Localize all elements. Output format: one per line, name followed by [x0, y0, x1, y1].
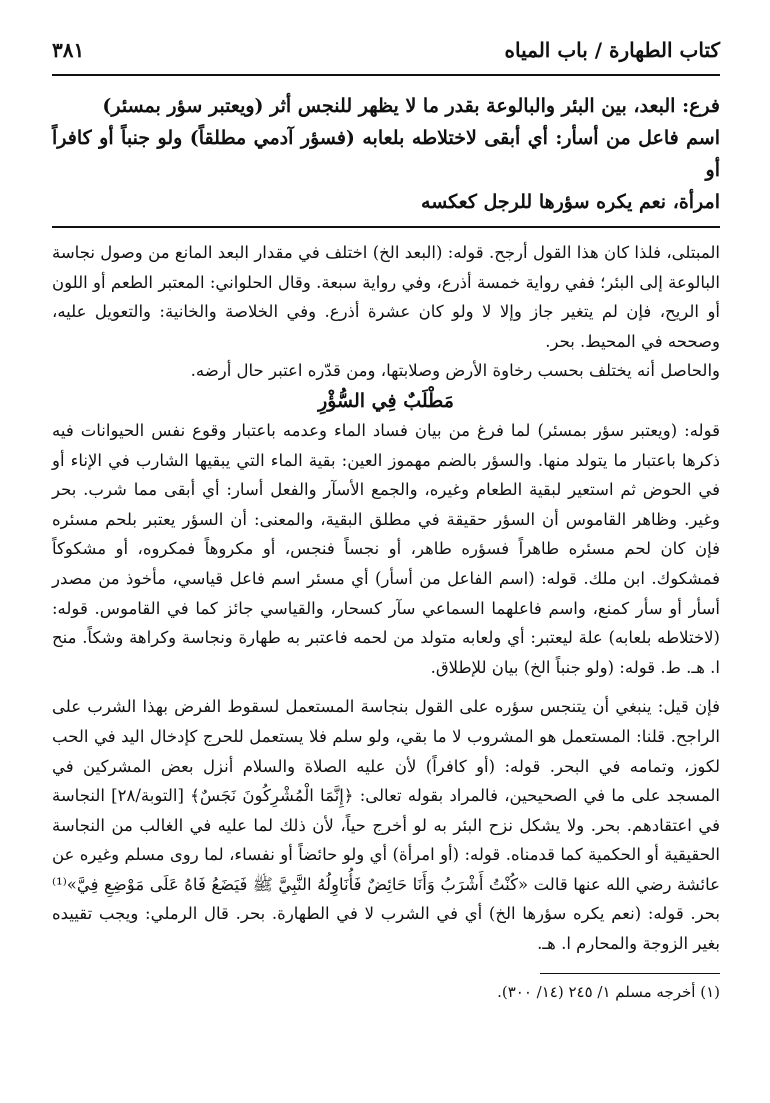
commentary-paragraph: والحاصل أنه يختلف بحسب رخاوة الأرض وصلابتها، ومن قدّره اعتبر حال أرضه.	[190, 361, 720, 381]
main-text	[52, 90, 720, 218]
commentary-paragraph: قوله: (ويعتبر سؤر بمسئر) لما فرغ من بيان فساد الماء وعدمه باعتبار وقوع نفس الحيوانات فيه ذكرها باعتبار ما يتولد منها. والسؤر بالضم مهموز العين: بقية الماء التي يبقيها الشارب في الإناء أو في الحوض ثم استعير لبقية الطعام وغيره، والجمع الأسآر والفعل أسار: أي أبقى مما شرب. بحر وغير. وظاهر القاموس أن السؤر حقيقة في مطلق البقية، والمعنى: أن السؤر يعتبر بلحم مسئره فإن كان لحم مسئره طاهراً فسؤره طاهر، أو نجساً فنجس، أو مكروهاً فمكروه، أو مشكوكاً فمشكوك. ابن ملك. قوله: (اسم الفاعل من أسأر) أي مسئر اسم فاعل قياسي، مأخوذ من مصدر أسأر أو سأر كمنع، واسم فاعلهما السماعي سآر كسحار، والقياسي جائز كما في القاموس. قوله: (لاختلاطه بلعابه) علة ليعتبر: أي ولعابه متولد من لحمه فاعتبر به طهارة ونجاسة وكراهة وشكاً. منح ا. هـ. ط. قوله: (ولو جنباً الخ) بيان للإطلاق.	[52, 420, 720, 677]
page-header	[52, 30, 720, 76]
running-title: كتاب الطهارة / باب المياه	[504, 38, 720, 62]
commentary-paragraph: المبتلى، فلذا كان هذا القول أرجح. قوله: (البعد الخ) اختلف في مقدار البعد المانع من وصول نجاسة البالوعة إلى البئر؛ ففي رواية خمسة أذرع، وفي رواية سبعة. وقال الحلواني: المعتبر الطعم أو اللون أو الريح، فإن لم يتغير جاز وإلا لا ولو كان عشرة أذرع. وفي الخلاصة والخانية: والتعويل عليه، وصححه في المحيط. بحر.	[52, 243, 720, 351]
commentary	[52, 238, 720, 959]
paragraph-spacer	[52, 682, 720, 692]
text-divider	[52, 226, 720, 228]
footnotes	[52, 980, 720, 1004]
page-number: ٣٨١	[52, 38, 85, 62]
footnote-rule	[540, 973, 720, 974]
main-text-line: اسم فاعل من أسأر: أي أبقى لاختلاطه بلعابه (فسؤر آدمي مطلقاً) ولو جنباً أو كافراً أو	[52, 127, 720, 181]
footnote: (١) أخرجه مسلم ١/ ٢٤٥ (١٤/ ٣٠٠).	[497, 982, 720, 1001]
main-text-line: فرع: البعد، بين البئر والبالوعة بقدر ما لا يظهر للنجس أثر (ويعتبر سؤر بمسئر)	[102, 95, 720, 117]
commentary-paragraph: فإن قيل: ينبغي أن يتنجس سؤره على القول بنجاسة المستعمل لسقوط الفرض بهذا الشرب على الراجح. قلنا: المستعمل هو المشروب لا ما بقي، ولو سلم فلا يستعمل للحرج كإدخال اليد في الحب لكوز، وتمامه في البحر. قوله: (أو كافراً) لأن عليه الصلاة والسلام أنزل بعض المشركين في المسجد على ما في الصحيحين، فالمراد بقوله تعالى: ﴿إِنَّمَا الْمُشْرِكُونَ نَجَسٌ﴾ [التوبة/٢٨] النجاسة في اعتقادهم. بحر. ولا يشكل نزح البئر به لو أخرج حياً، لأن ذلك لما عليه في الغالب من النجاسة الحقيقية أو الحكمية كما قدمناه. قوله: (أو امرأة) أي ولو حائضاً أو نفساء، لما روى مسلم وغيره عن عائشة رضي الله عنها قالت «كُنْتُ أَشْرَبُ وَأَنَا حَائِضٌ فَأُنَاوِلُهُ النَّبِيَّ ﷺ فَيَضَعُ فَاهُ عَلَى مَوْضِعِ فِيَّ»⁽¹⁾ بحر. قوله: (نعم يكره سؤرها الخ) أي في الشرب لا في الطهارة. بحر. قال الرملي: ويجب تقييده بغير الزوجة والمحارم ا. هـ.	[52, 697, 720, 954]
section-heading: مَطْلَبٌ فِي السُّؤْرِ	[318, 389, 454, 412]
page	[52, 30, 720, 1083]
main-text-line: امرأة، نعم يكره سؤرها للرجل كعكسه	[421, 191, 720, 213]
